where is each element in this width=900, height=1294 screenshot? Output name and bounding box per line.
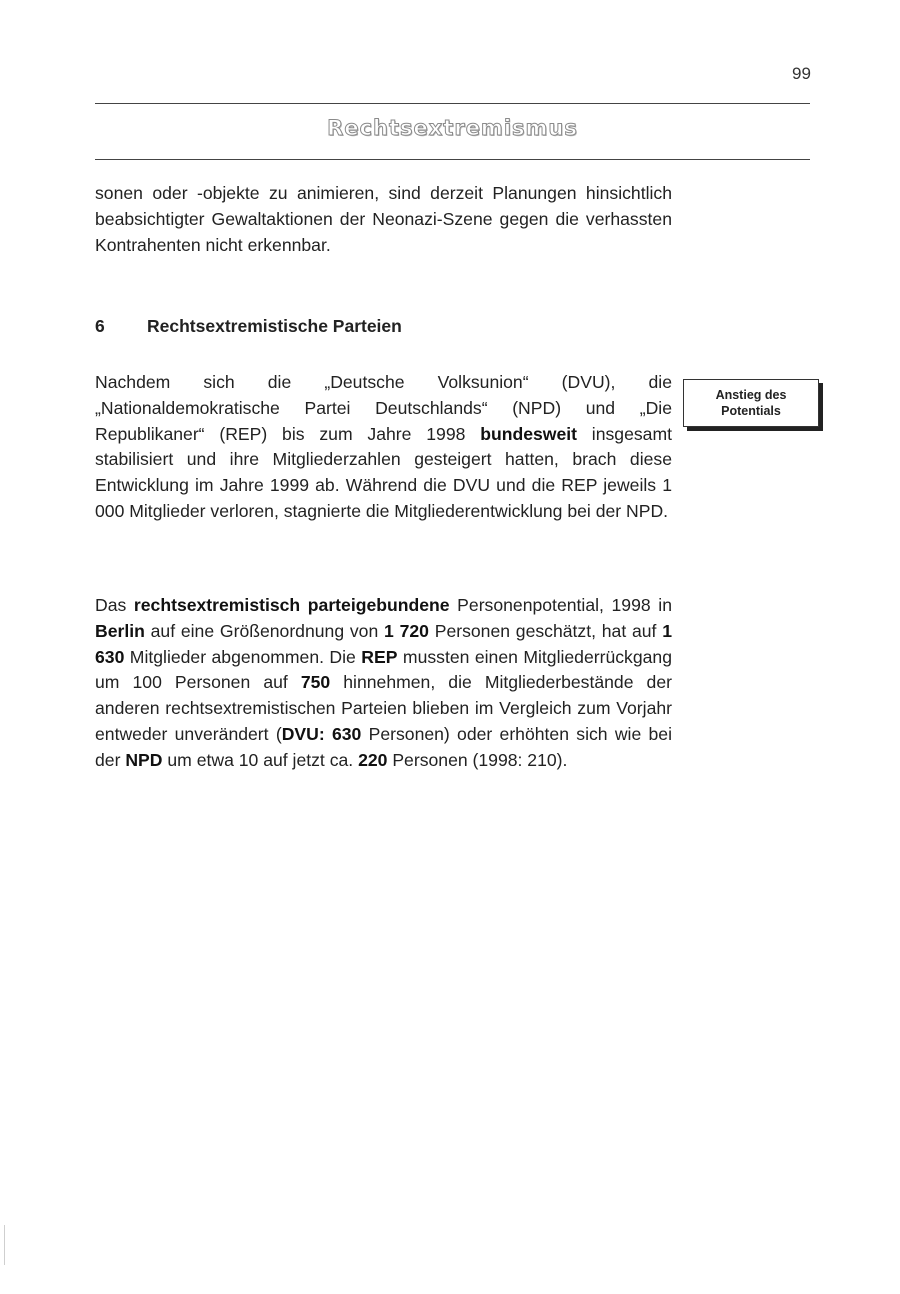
text-run: Nachdem sich die „Deutsche Volksunion“ (DVU), die „Nationaldemokratische Partei Deutschlands“ (NPD) und „Die Republikaner“ (REP) bis zum Jahre 1998 bbox=[95, 372, 672, 444]
running-head: Rechtsextremismus bbox=[327, 116, 578, 140]
emphasis-run: NPD bbox=[125, 749, 163, 770]
emphasis-run: 220 bbox=[358, 749, 388, 770]
page-number: 99 bbox=[792, 64, 811, 83]
continuation-paragraph bbox=[95, 181, 672, 258]
paragraph-berlin-figures bbox=[95, 593, 672, 774]
header-rule-top bbox=[95, 103, 810, 104]
section-number: 6 bbox=[95, 316, 105, 336]
emphasis-run: 1 720 bbox=[384, 620, 429, 641]
paragraph-membership-trend bbox=[95, 370, 672, 525]
text-run: mussten einen Mitgliederrückgang um 100 Personen auf bbox=[95, 646, 672, 693]
text-run: Das bbox=[95, 595, 134, 615]
text-run: Personenpotential, 1998 in bbox=[449, 595, 672, 615]
emphasis-run: DVU: 630 bbox=[281, 723, 362, 744]
scan-edge-mark bbox=[4, 1225, 5, 1265]
text-run: Personen) oder erhöhten sich wie bei der bbox=[95, 723, 672, 770]
margin-note-box bbox=[683, 379, 819, 427]
text-run: um etwa 10 auf jetzt ca. bbox=[162, 749, 359, 770]
text-run: hinnehmen, die Mitgliederbestände der anderen rechtsextremistischen Parteien blieben im Vergleich zum Vorjahr entweder unverändert ( bbox=[95, 672, 672, 744]
text-run: Personen (1998: 210). bbox=[387, 749, 568, 770]
text-run: auf eine Größenordnung von bbox=[144, 620, 385, 641]
continuation-text: sonen oder -objekte zu animieren, sind derzeit Planungen hinsichtlich beabsichtigter Gewaltaktionen der Neonazi-Szene gegen die verhassten Kontrahenten nicht erkennbar. bbox=[95, 183, 672, 255]
margin-note-line2: Potentials bbox=[721, 404, 781, 418]
text-run: Mitglieder abgenommen. Die bbox=[124, 646, 362, 667]
section-title: Rechtsextremistische Parteien bbox=[147, 316, 402, 336]
margin-note-line1: Anstieg des bbox=[715, 388, 787, 402]
section-heading bbox=[95, 316, 402, 337]
header-rule-bottom bbox=[95, 159, 810, 160]
emphasis-run: Berlin bbox=[95, 620, 145, 641]
emphasis-run: rechtsextremistisch parteigebundene bbox=[133, 595, 450, 615]
emphasis-run: bundesweit bbox=[480, 423, 577, 444]
text-run: Personen geschätzt, hat auf bbox=[428, 620, 663, 641]
text-run: insgesamt stabilisiert und ihre Mitgliederzahlen gesteigert hatten, brach diese Entwicklung im Jahre 1999 ab. Während die DVU und die REP jeweils 1 000 Mitglieder verloren, stagnierte die Mitgliederentwicklung bei der NPD. bbox=[95, 423, 672, 521]
emphasis-run: 1 630 bbox=[95, 620, 672, 667]
emphasis-run: 750 bbox=[300, 672, 331, 693]
emphasis-run: REP bbox=[361, 646, 398, 667]
